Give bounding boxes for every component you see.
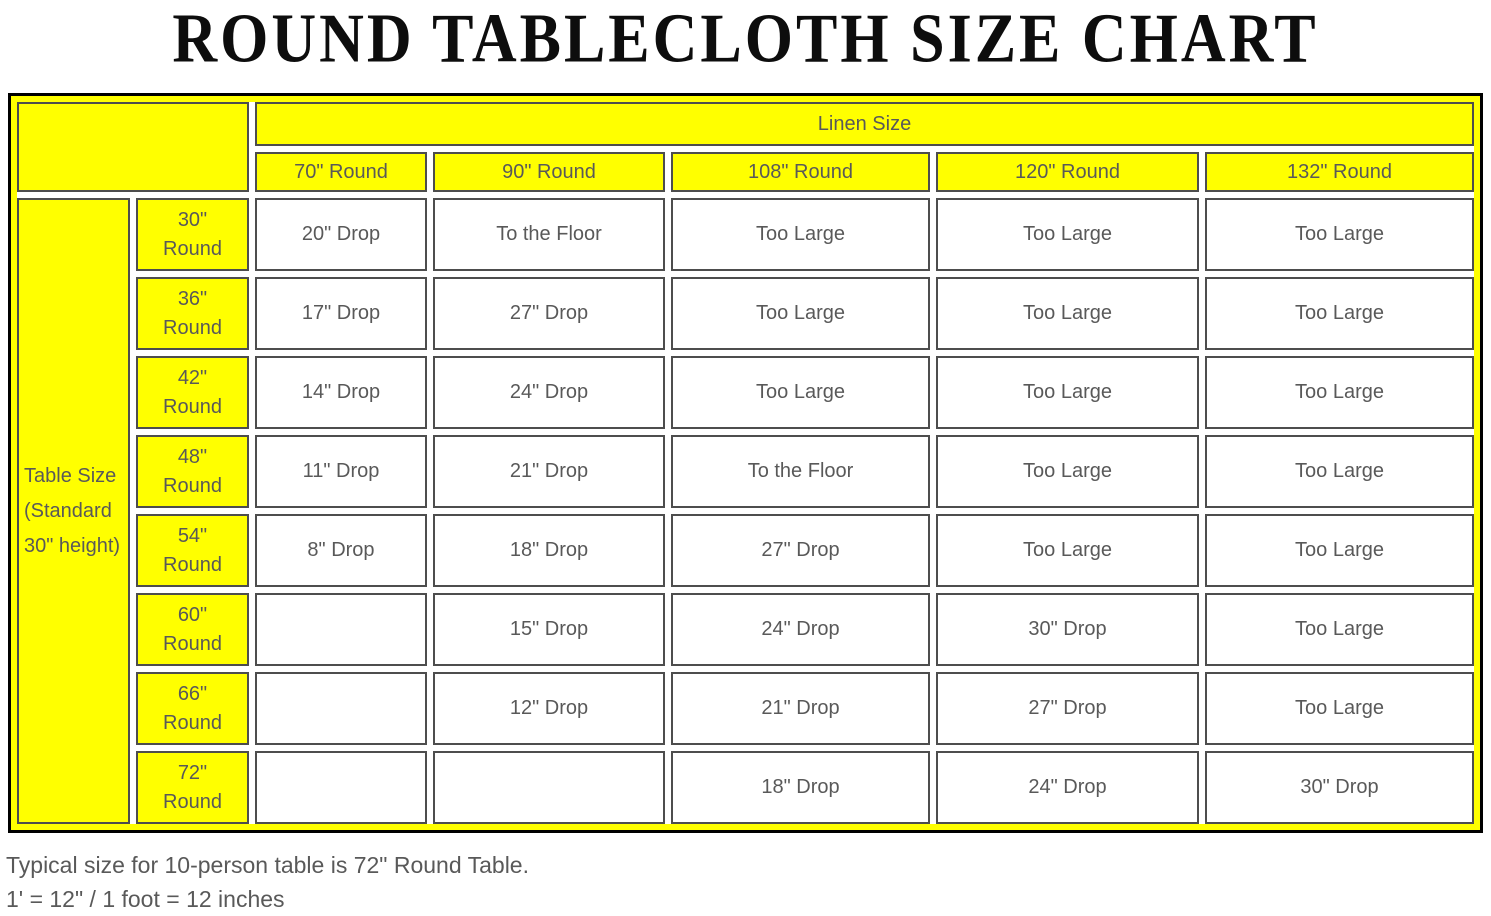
data-cell: Too Large <box>1205 356 1474 429</box>
footer-note-conversion: 1' = 12" / 1 foot = 12 inches <box>6 886 285 912</box>
footer-note-typical-size: Typical size for 10-person table is 72" Round Table. <box>6 852 529 878</box>
data-cell: Too Large <box>1205 435 1474 508</box>
data-cell: 27" Drop <box>936 672 1199 745</box>
column-header: 120" Round <box>936 152 1199 192</box>
column-header: 108" Round <box>671 152 930 192</box>
data-cell: 24" Drop <box>671 593 930 666</box>
data-cell: 18" Drop <box>433 514 665 587</box>
data-cell: 24" Drop <box>936 751 1199 824</box>
data-cell: 30" Drop <box>936 593 1199 666</box>
row-header-size: 42" <box>177 366 208 389</box>
row-group-label: Table Size (Standard 30" height) <box>17 198 130 824</box>
data-cell-empty <box>433 751 665 824</box>
data-cell: Too Large <box>936 435 1199 508</box>
data-cell: Too Large <box>936 514 1199 587</box>
data-cell: 20" Drop <box>255 198 427 271</box>
row-header-size: 36" <box>177 287 208 310</box>
size-chart-table <box>8 93 1483 833</box>
row-header-shape: Round <box>163 790 222 813</box>
row-header-size: 60" <box>177 603 208 626</box>
column-header: 70" Round <box>255 152 427 192</box>
data-cell: Too Large <box>1205 277 1474 350</box>
footer-notes <box>6 848 529 916</box>
data-cell: 21" Drop <box>671 672 930 745</box>
column-header: 132" Round <box>1205 152 1474 192</box>
linen-size-header: Linen Size <box>255 102 1474 146</box>
data-cell: Too Large <box>1205 514 1474 587</box>
column-header: 90" Round <box>433 152 665 192</box>
data-cell: 27" Drop <box>433 277 665 350</box>
data-cell: Too Large <box>1205 593 1474 666</box>
data-cell: Too Large <box>936 356 1199 429</box>
row-header-shape: Round <box>163 632 222 655</box>
data-cell: 27" Drop <box>671 514 930 587</box>
data-cell: Too Large <box>1205 672 1474 745</box>
data-cell: 30" Drop <box>1205 751 1474 824</box>
row-header <box>136 514 249 587</box>
data-cell: Too Large <box>1205 198 1474 271</box>
corner-cell <box>17 102 249 192</box>
data-cell: Too Large <box>936 198 1199 271</box>
data-cell-empty <box>255 672 427 745</box>
data-cell-empty <box>255 751 427 824</box>
row-header-shape: Round <box>163 474 222 497</box>
row-header-size: 54" <box>177 524 208 547</box>
row-header-shape: Round <box>163 711 222 734</box>
data-cell: 8" Drop <box>255 514 427 587</box>
row-header <box>136 198 249 271</box>
data-cell: 12" Drop <box>433 672 665 745</box>
data-cell: To the Floor <box>671 435 930 508</box>
row-header <box>136 593 249 666</box>
row-header <box>136 435 249 508</box>
row-header-shape: Round <box>163 395 222 418</box>
data-cell: 21" Drop <box>433 435 665 508</box>
row-header <box>136 277 249 350</box>
row-header-shape: Round <box>163 553 222 576</box>
row-header <box>136 356 249 429</box>
row-header-shape: Round <box>163 316 222 339</box>
row-header-size: 30" <box>177 208 208 231</box>
data-cell: Too Large <box>671 198 930 271</box>
row-header-size: 66" <box>177 682 208 705</box>
data-cell: Too Large <box>936 277 1199 350</box>
data-cell: To the Floor <box>433 198 665 271</box>
data-cell: 14" Drop <box>255 356 427 429</box>
row-header-shape: Round <box>163 237 222 260</box>
table-grid <box>17 102 1474 824</box>
row-header <box>136 751 249 824</box>
data-cell: 15" Drop <box>433 593 665 666</box>
row-header-size: 72" <box>177 761 208 784</box>
data-cell: 24" Drop <box>433 356 665 429</box>
page-title: ROUND TABLECLOTH SIZE CHART <box>172 1 1319 78</box>
data-cell: Too Large <box>671 356 930 429</box>
row-header-size: 48" <box>177 445 208 468</box>
data-cell: 11" Drop <box>255 435 427 508</box>
data-cell-empty <box>255 593 427 666</box>
row-header <box>136 672 249 745</box>
data-cell: Too Large <box>671 277 930 350</box>
data-cell: 18" Drop <box>671 751 930 824</box>
data-cell: 17" Drop <box>255 277 427 350</box>
